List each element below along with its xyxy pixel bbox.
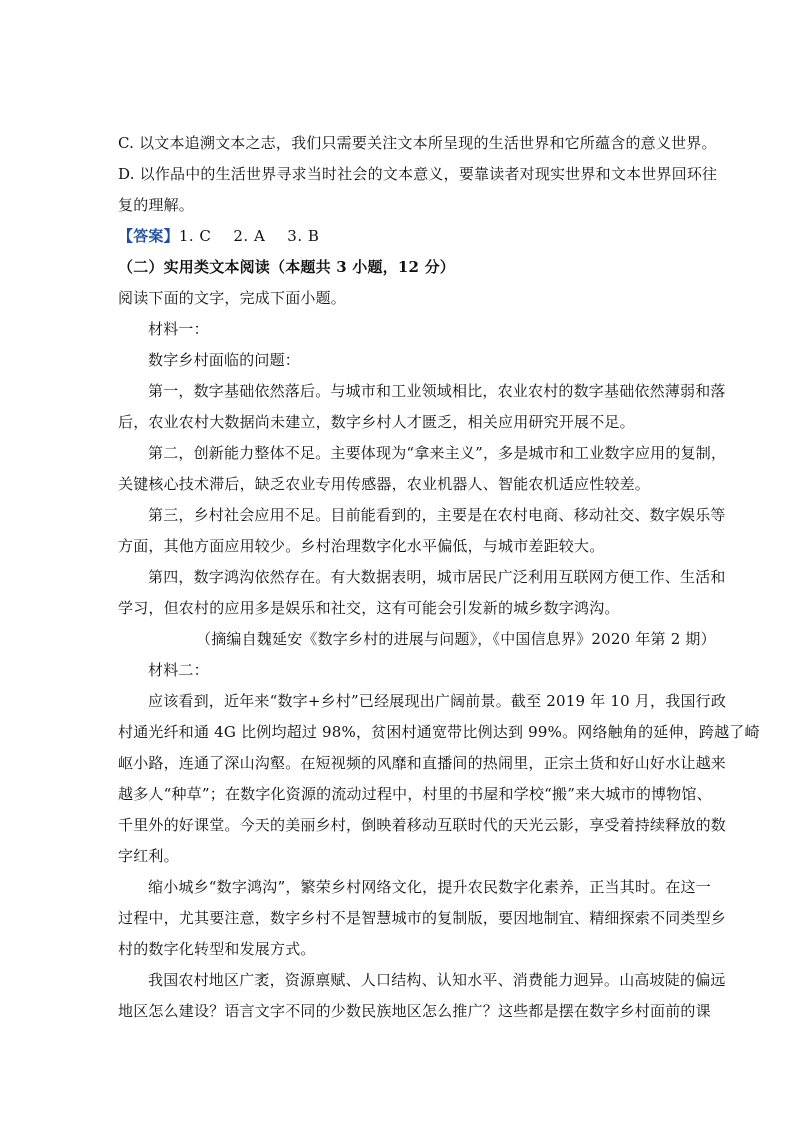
option-c: C. 以文本追溯文本之志，我们只需要关注文本所呈现的生活世界和它所蕴含的意义世界。 — [118, 134, 717, 152]
material-1-p3-line-2: 方面，其他方面应用较少。乡村治理数字化水平偏低，与城市差距较大。 — [118, 537, 605, 555]
material-2-p1-line-1: 应该看到，近年来“数字+乡村”已经展现出广阔前景。截至 2019 年 10 月，我国行政 — [148, 692, 727, 710]
section-instruction: 阅读下面的文字，完成下面小题。 — [118, 289, 347, 307]
answer-1: 1. C — [178, 227, 212, 245]
material-1-source: （摘编自魏延安《数字乡村的进展与问题》，《中国信息界》2020 年第 2 期） — [196, 630, 716, 648]
option-d-line-1: D. 以作品中的生活世界寻求当时社会的文本意义，要靠读者对现实世界和文本世界回环往 — [118, 165, 718, 183]
option-d-line-2: 复的理解。 — [118, 196, 195, 214]
answer-2: 2. A — [233, 227, 266, 245]
material-1-label: 材料一： — [148, 320, 209, 338]
material-1-p4-line-2: 学习，但农村的应用多是娱乐和社交，这有可能会引发新的城乡数字鸿沟。 — [118, 599, 620, 617]
material-1-subtitle: 数字乡村面临的问题： — [148, 351, 301, 369]
material-2-p3-line-2: 地区怎么建设？语言文字不同的少数民族地区怎么推广？这些都是摆在数字乡村面前的课 — [118, 1002, 711, 1020]
material-2-label: 材料二： — [148, 661, 209, 679]
material-1-p3-line-1: 第三，乡村社会应用不足。目前能看到的，主要是在农村电商、移动社交、数字娱乐等 — [148, 506, 726, 524]
material-2-p1-line-3: 岖小路，连通了深山沟壑。在短视频的风靡和直播间的热闹里，正宗土货和好山好水让越来 — [118, 754, 727, 772]
material-2-p2-line-1: 缩小城乡“数字鸿沟”，繁荣乡村网络文化，提升农民数字化素养，正当其时。在这一 — [148, 878, 711, 896]
answer-line — [118, 221, 678, 252]
material-2-p3-line-1: 我国农村地区广袤，资源禀赋、人口结构、认知水平、消费能力迥异。山高坡陡的偏远 — [148, 971, 726, 989]
section-heading: （二）实用类文本阅读（本题共 3 小题，12 分） — [118, 258, 455, 276]
material-1-p2-line-2: 关键核心技术滞后，缺乏农业专用传感器，农业机器人、智能农机适应性较差。 — [118, 475, 651, 493]
material-2-p1-line-2: 村通光纤和通 4G 比例均超过 98%，贫困村通宽带比例达到 99%。网络触角的延伸，跨越了崎 — [118, 723, 760, 741]
material-2-p1-line-4: 越多人“种草”；在数字化资源的流动过程中，村里的书屋和学校“搬”来大城市的博物馆、 — [118, 785, 712, 803]
answer-tag: 【答案】 — [118, 227, 179, 245]
document-page — [118, 128, 760, 1027]
material-1-p1-line-2: 后，农业农村大数据尚未建立，数字乡村人才匮乏，相关应用研究开展不足。 — [118, 413, 635, 431]
material-2-p2-line-2: 过程中，尤其要注意，数字乡村不是智慧城市的复制版，要因地制宜、精细探索不同类型乡 — [118, 909, 727, 927]
material-1-p1-line-1: 第一，数字基础依然落后。与城市和工业领域相比，农业农村的数字基础依然薄弱和落 — [148, 382, 726, 400]
material-1-p4-line-1: 第四，数字鸿沟依然存在。有大数据表明，城市居民广泛利用互联网方便工作、生活和 — [148, 568, 726, 586]
material-2-p2-line-3: 村的数字化转型和发展方式。 — [118, 940, 316, 958]
answer-3: 3. B — [287, 227, 320, 245]
material-2-p1-line-6: 字红利。 — [118, 847, 179, 865]
material-2-p1-line-5: 千里外的好课堂。今天的美丽乡村，倒映着移动互联时代的天光云影，享受着持续释放的数 — [118, 816, 727, 834]
material-1-p2-line-1: 第二，创新能力整体不足。主要体现为“拿来主义”，多是城市和工业数字应用的复制， — [148, 444, 727, 462]
